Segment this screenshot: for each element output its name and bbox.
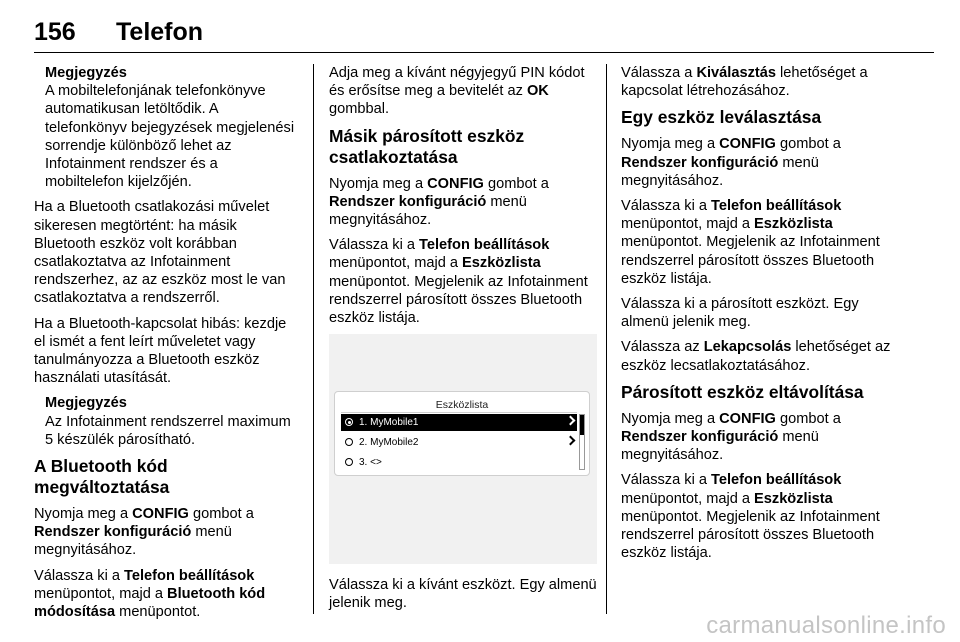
text: menü megnyitásához. [621,429,819,464]
text: Válassza ki a [621,472,712,489]
bold-term: Rendszer konfiguráció [34,524,192,541]
paragraph-press-config [621,135,891,190]
paragraph-select-device-list [621,197,891,288]
bold-term: Telefon beállítások [124,567,255,584]
text: Nyomja meg a [34,506,133,523]
note-phonebook [34,64,300,191]
paragraph-bt-failure: Ha a Bluetooth-kapcsolat hibás: kezdje el ismét a fent leírt műveletet vagy tanulmányozza a Bluetooth eszköz használati utasítását. [34,315,287,387]
text: Válassza ki a [621,198,712,215]
paragraph-press-config [329,175,597,230]
bold-term: Telefon beállítások [711,198,842,215]
device-label: 3. <> [359,457,382,469]
bold-term: Eszközlista [754,216,833,233]
text: menüpontot. [115,604,201,621]
text: menü megnyitásához. [329,193,527,229]
header-rule [34,52,934,53]
note-title: Megjegyzés [45,395,127,412]
text: Válassza a [621,65,697,81]
column-2 [329,64,597,620]
text: Adja meg a kívánt négyjegyű PIN kódot és erősítse meg a bevitelét az [329,65,585,100]
heading-disconnect: Egy eszköz leválasztása [621,107,822,128]
screen-title: Eszközlista [435,399,489,412]
heading-change-code: A Bluetooth kód megváltoztatása [34,456,170,498]
note-title: Megjegyzés [45,65,127,81]
bold-term: Rendszer konfiguráció [329,193,487,210]
bold-term: Lekapcsolás [703,339,792,356]
text: Válassza az [621,339,704,356]
column-1 [34,64,300,628]
text: menüpontot. Megjelenik az Infotainment rendszerrel párosított összes Bluetooth eszköz listája. [621,234,880,287]
bold-term: Rendszer konfiguráció [621,154,779,171]
text: lehetőséget a kapcsolat létrehozásához. [621,65,868,100]
watermark: carmanualsonline.info [706,612,946,639]
paragraph-press-config [34,505,300,560]
text: Nyomja meg a [329,175,428,192]
paragraph-enter-pin [329,64,597,119]
text: gombot a [483,175,549,192]
note-text: Az Infotainment rendszerrel maximum 5 készülék párosítható. [45,413,291,448]
paragraph-select-device-list [329,236,597,327]
scrollbar[interactable] [579,414,585,470]
page-title: Telefon [116,18,204,46]
text: Nyomja meg a [621,136,720,153]
text: Nyomja meg a [621,410,720,427]
text: menüpontot, majd a [621,216,755,233]
paragraph-select-device: Válassza ki a kívánt eszközt. Egy almenü jelenik meg. [329,577,597,612]
bold-term: Eszközlista [754,490,833,507]
text: menü megnyitásához. [621,154,819,189]
note-text: A mobiltelefonjának telefonkönyve automatikusan letöltődik. A telefonkönyv bejegyzések megjelenési sorrendje különböző lehet az Infotainment rendszer és a mobiltelefon kijelzőjén. [45,83,295,191]
paragraph-select-paired: Válassza ki a párosított eszközt. Egy almenü jelenik meg. [621,296,859,331]
text: Válassza ki a [34,567,125,584]
column-divider [313,64,314,614]
heading-connect-other: Másik párosított eszköz csatlakoztatása [329,125,525,167]
text: gombot a [188,506,254,523]
radio-icon [345,438,353,446]
text: lehetőséget az eszköz lecsatlakoztatásához. [621,339,891,374]
paragraph-select-code-menu [34,567,300,622]
bold-term: Telefon beállítások [711,472,842,489]
bold-term: CONFIG [719,410,776,427]
page-number: 156 [34,18,76,46]
device-label: 1. MyMobile1 [359,417,419,429]
page-header [34,18,934,52]
bold-term: Eszközlista [462,255,541,272]
text: gombbal. [329,101,390,118]
bold-term: Bluetooth kód módosítása [34,585,266,621]
text: menü megnyitásához. [34,524,232,559]
bold-term: Telefon beállítások [419,237,550,254]
bold-term: OK [526,83,549,100]
text: menüpontot. Megjelenik az Infotainment rendszerrel párosított összes Bluetooth eszköz listája. [621,508,880,562]
radio-icon [345,458,353,466]
chevron-right-icon [566,436,576,446]
scrollbar-thumb[interactable] [580,415,584,435]
column-divider [606,64,607,614]
text: menüpontot. Megjelenik az Infotainment rendszerrel párosított összes Bluetooth eszköz listája. [329,273,588,327]
bold-term: Rendszer konfiguráció [621,429,779,446]
bold-term: CONFIG [132,506,189,523]
text: gombot a [775,136,841,153]
paragraph-select-device-list [621,471,891,562]
bold-term: CONFIG [719,136,776,153]
heading-remove-device: Párosított eszköz eltávolítása [621,381,864,402]
device-list-screen [334,391,590,476]
device-item-2[interactable] [341,434,577,451]
text: menüpontot, majd a [329,255,463,272]
paragraph-select-disconnect [621,338,891,374]
paragraph-bt-success: Ha a Bluetooth csatlakozási művelet sikeresen megtörtént: ha másik Bluetooth eszköz volt korábban csatlakoztatva az Infotainment rendszerhez, az az eszköz most le van csatlakoztatva a rendszerről. [34,199,286,307]
bold-term: Kiválasztás [696,65,776,81]
device-item-1[interactable] [341,414,577,431]
screen-divider [341,412,577,413]
column-3 [621,64,891,569]
device-label: 2. MyMobile2 [359,437,419,449]
device-item-3[interactable] [341,454,577,471]
device-list-screenshot [329,334,597,564]
bold-term: CONFIG [427,175,484,192]
text: gombot a [775,410,841,427]
text: menüpontot, majd a [621,490,755,507]
radio-selected-icon [345,418,353,426]
note-max-devices [34,394,300,449]
text: menüpontot, majd a [34,585,168,602]
paragraph-select-connect [621,64,891,100]
paragraph-press-config [621,410,891,465]
text: Válassza ki a [329,237,420,254]
chevron-right-icon [566,416,576,426]
